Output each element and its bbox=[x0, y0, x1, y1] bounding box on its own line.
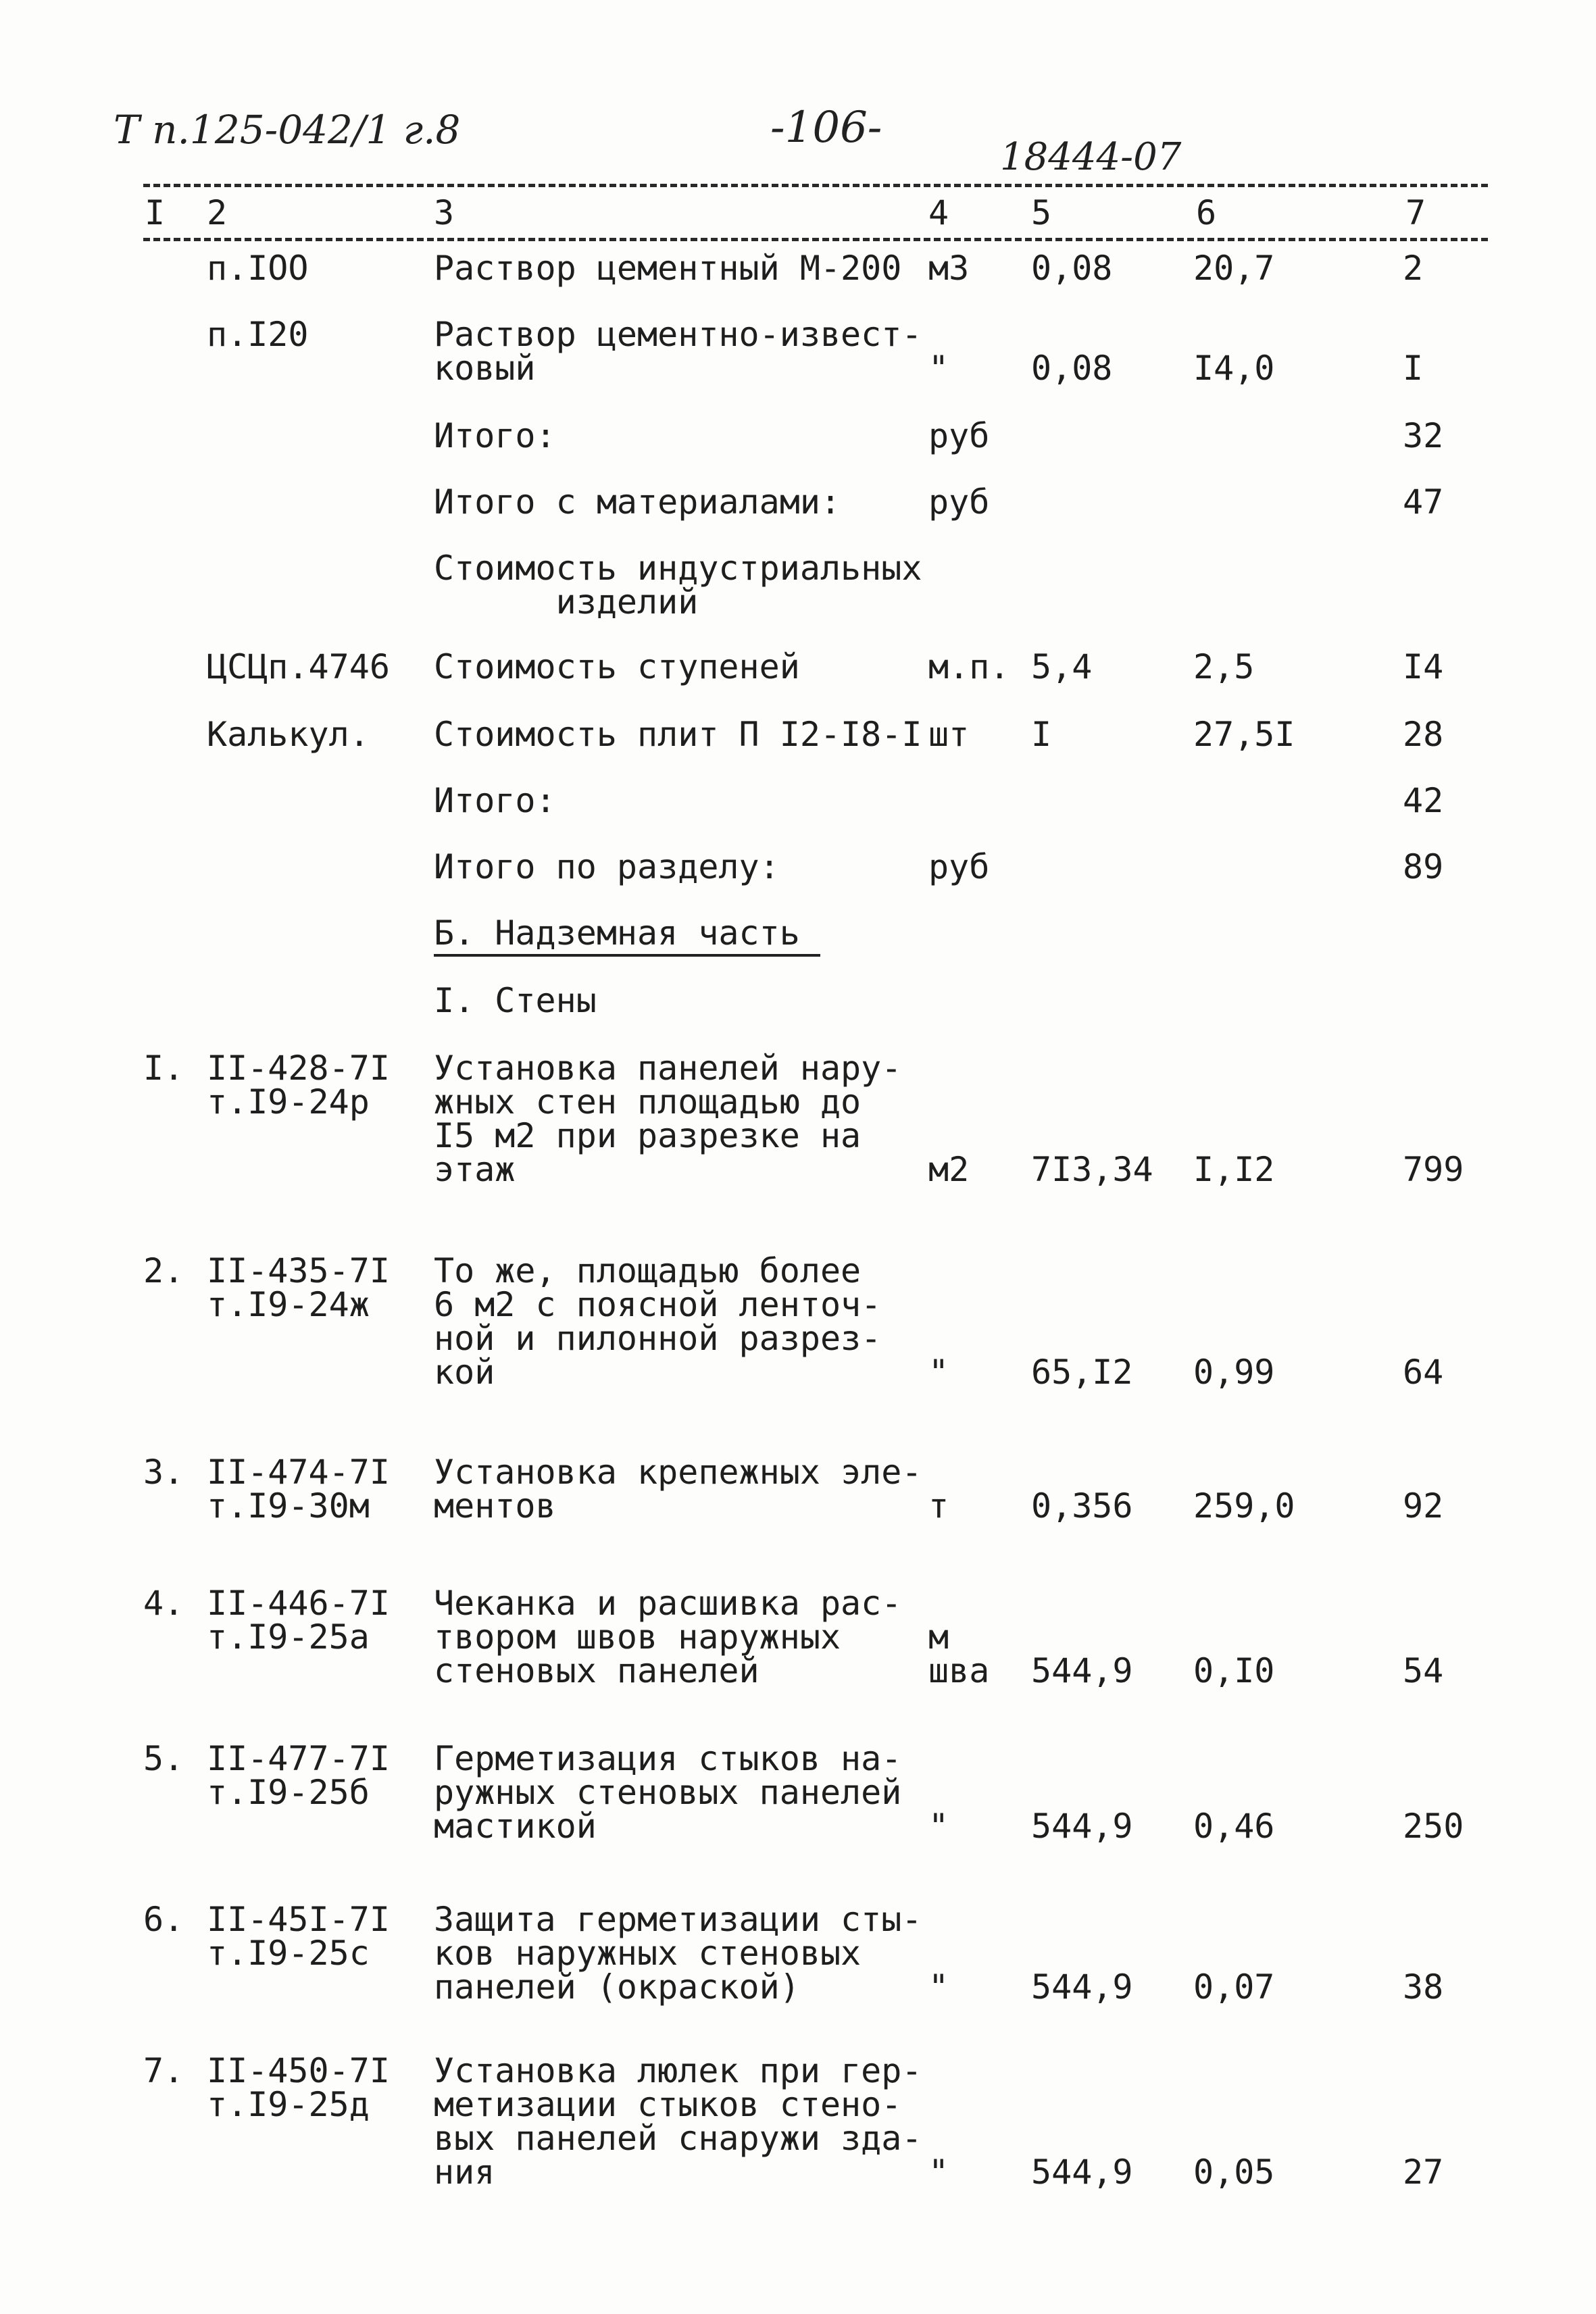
row-code: II-446-7I т.I9-25а bbox=[207, 1584, 390, 1657]
row-unit-price: I,I2 bbox=[1193, 1150, 1275, 1189]
row-code: Калькул. bbox=[207, 715, 370, 754]
row-code: II-474-7I т.I9-30м bbox=[207, 1453, 390, 1526]
row-index: 4. bbox=[143, 1584, 184, 1623]
row-index: 6. bbox=[143, 1900, 184, 1939]
column-header-4: 4 bbox=[928, 193, 949, 232]
handwritten-page-number: -106- bbox=[770, 103, 882, 153]
row-total: 799 bbox=[1403, 1150, 1464, 1189]
row-total: 54 bbox=[1403, 1651, 1444, 1690]
row-index: I. bbox=[143, 1049, 184, 1088]
row-description: I. Стены bbox=[434, 981, 597, 1020]
row-unit: м.п. bbox=[928, 647, 1010, 686]
row-unit: " bbox=[928, 349, 949, 388]
row-total: 38 bbox=[1403, 1967, 1444, 2007]
row-description: Защита герметизации сты- ков наружных стеновых панелей (окраской) bbox=[434, 1900, 922, 2007]
row-total: I bbox=[1403, 349, 1424, 388]
row-unit-price: 0,05 bbox=[1193, 2153, 1275, 2192]
row-quantity: 544,9 bbox=[1031, 2153, 1133, 2192]
row-quantity: 544,9 bbox=[1031, 1651, 1133, 1690]
row-quantity: 544,9 bbox=[1031, 1967, 1133, 2007]
row-description: Итого: bbox=[434, 416, 556, 455]
row-description: Установка крепежных эле- ментов bbox=[434, 1453, 922, 1526]
row-description: Стоимость плит П I2-I8-I bbox=[434, 715, 922, 754]
row-index: 2. bbox=[143, 1251, 184, 1290]
row-code: II-45I-7I т.I9-25с bbox=[207, 1900, 390, 1973]
row-code: II-428-7I т.I9-24р bbox=[207, 1049, 390, 1122]
row-code: ЦСЦп.4746 bbox=[207, 647, 390, 686]
row-total: 42 bbox=[1403, 781, 1444, 820]
row-unit-price: 0,46 bbox=[1193, 1807, 1275, 1846]
row-unit: м2 bbox=[928, 1150, 970, 1189]
row-unit-price: 259,0 bbox=[1193, 1486, 1295, 1526]
column-header-6: 6 bbox=[1196, 193, 1217, 232]
column-header-7: 7 bbox=[1405, 193, 1426, 232]
row-description: То же, площадью более 6 м2 с поясной ленточ- ной и пилонной разрез- кой bbox=[434, 1251, 882, 1392]
row-total: 27 bbox=[1403, 2153, 1444, 2192]
row-total: 28 bbox=[1403, 715, 1444, 754]
row-code: II-435-7I т.I9-24ж bbox=[207, 1251, 390, 1324]
row-unit: м шва bbox=[928, 1617, 990, 1690]
row-quantity: 7I3,34 bbox=[1031, 1150, 1153, 1189]
row-quantity: 5,4 bbox=[1031, 647, 1093, 686]
row-description: Итого: bbox=[434, 781, 556, 820]
row-description: Раствор цементно-извест- ковый bbox=[434, 315, 922, 388]
row-description: Чеканка и расшивка рас- твором швов наружных стеновых панелей bbox=[434, 1584, 902, 1690]
row-code: п.I20 bbox=[207, 315, 309, 354]
section-heading-underline bbox=[434, 954, 820, 957]
row-quantity: 0,08 bbox=[1031, 349, 1113, 388]
row-unit: " bbox=[928, 1353, 949, 1392]
header-bottom-rule bbox=[143, 238, 1488, 241]
row-description: Стоимость ступеней bbox=[434, 647, 800, 686]
column-header-1: I bbox=[145, 193, 166, 232]
row-unit: руб bbox=[928, 847, 990, 886]
row-unit-price: 0,I0 bbox=[1193, 1651, 1275, 1690]
column-header-3: 3 bbox=[434, 193, 455, 232]
row-unit-price: 2,5 bbox=[1193, 647, 1255, 686]
row-unit: руб bbox=[928, 416, 990, 455]
row-total: 47 bbox=[1403, 482, 1444, 522]
row-total: 2 bbox=[1403, 249, 1424, 288]
row-unit: руб bbox=[928, 482, 990, 522]
row-total: 64 bbox=[1403, 1353, 1444, 1392]
row-total: 92 bbox=[1403, 1486, 1444, 1526]
row-unit: " bbox=[928, 1807, 949, 1846]
row-description: Итого с материалами: bbox=[434, 482, 841, 522]
row-unit-price: 20,7 bbox=[1193, 249, 1275, 288]
row-code: II-477-7I т.I9-25б bbox=[207, 1739, 390, 1812]
row-description: Б. Надземная часть bbox=[434, 913, 800, 953]
row-description: Раствор цементный М-200 bbox=[434, 249, 902, 288]
row-unit-price: 27,5I bbox=[1193, 715, 1295, 754]
row-total: I4 bbox=[1403, 647, 1444, 686]
row-unit: шт bbox=[928, 715, 970, 754]
handwritten-document-code: Т п.125-042/1 г.8 bbox=[114, 107, 461, 153]
row-total: 32 bbox=[1403, 416, 1444, 455]
column-header-2: 2 bbox=[207, 193, 228, 232]
row-quantity: I bbox=[1031, 715, 1052, 754]
row-index: 3. bbox=[143, 1453, 184, 1492]
row-description: Итого по разделу: bbox=[434, 847, 780, 886]
row-description: Установка панелей нару- жных стен площадью до I5 м2 при разрезке на этаж bbox=[434, 1049, 902, 1189]
row-unit: " bbox=[928, 2153, 949, 2192]
handwritten-doc-number: 18444-07 bbox=[1000, 135, 1182, 179]
row-index: 7. bbox=[143, 2051, 184, 2090]
row-total: 89 bbox=[1403, 847, 1444, 886]
row-total: 250 bbox=[1403, 1807, 1464, 1846]
column-header-5: 5 bbox=[1031, 193, 1052, 232]
row-quantity: 65,I2 bbox=[1031, 1353, 1133, 1392]
row-unit-price: I4,0 bbox=[1193, 349, 1275, 388]
row-unit-price: 0,07 bbox=[1193, 1967, 1275, 2007]
header-top-rule bbox=[143, 184, 1488, 187]
row-description: Герметизация стыков на- ружных стеновых панелей мастикой bbox=[434, 1739, 902, 1846]
row-unit: т bbox=[928, 1486, 949, 1526]
row-description: Установка люлек при гер- метизации стыков стено- вых панелей снаружи зда- ния bbox=[434, 2051, 922, 2192]
row-quantity: 544,9 bbox=[1031, 1807, 1133, 1846]
row-description: Стоимость индустриальных изделий bbox=[434, 549, 922, 622]
row-code: п.IOO bbox=[207, 249, 309, 288]
row-unit: " bbox=[928, 1967, 949, 2007]
row-quantity: 0,356 bbox=[1031, 1486, 1133, 1526]
row-quantity: 0,08 bbox=[1031, 249, 1113, 288]
row-unit-price: 0,99 bbox=[1193, 1353, 1275, 1392]
row-code: II-450-7I т.I9-25д bbox=[207, 2051, 390, 2124]
row-unit: м3 bbox=[928, 249, 970, 288]
row-index: 5. bbox=[143, 1739, 184, 1778]
